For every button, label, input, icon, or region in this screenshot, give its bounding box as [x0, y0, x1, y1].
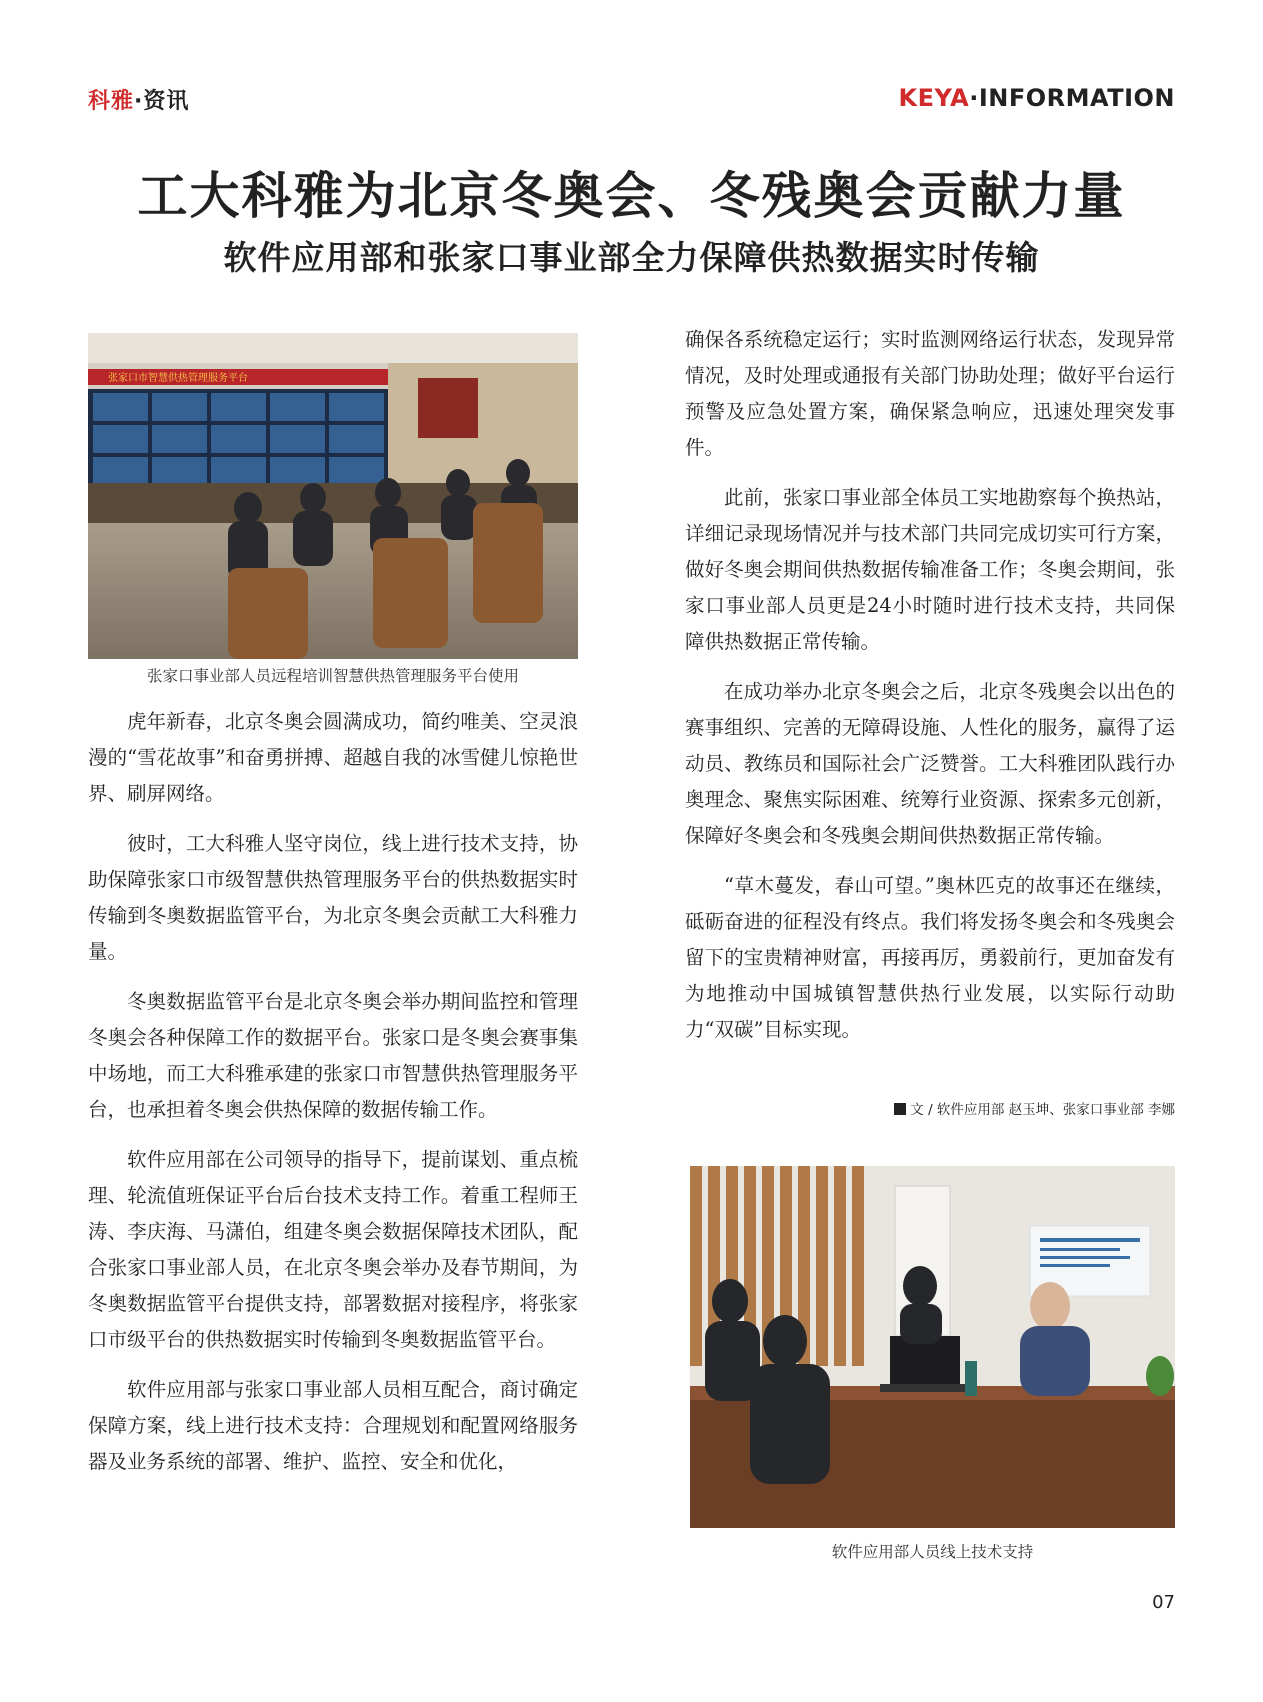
- author-credit: [894, 1098, 1175, 1118]
- photo1-caption: 张家口事业部人员远程培训智慧供热管理服务平台使用: [146, 667, 519, 685]
- article-title: 工大科雅为北京冬奥会、冬残奥会贡献力量: [137, 167, 1126, 225]
- article-subtitle: 软件应用部和张家口事业部全力保障供热数据实时传输: [223, 238, 1040, 277]
- brand-name-en: KEYA: [898, 84, 970, 112]
- control-room-illustration: [88, 333, 578, 659]
- paragraph: “草木蔓发，春山可望。”奥林匹克的故事还在继续，砥砺奋进的征程没有终点。我们将发扬冬奥会和冬残奥会留下的宝贵精神财富，再接再厉，勇毅前行，更加奋发有为地推动中国城镇智慧供热行业发展，以实际行动助力“双碳”目标实现。: [685, 874, 1175, 1041]
- banner-text: 张家口市智慧供热管理服务平台: [108, 373, 248, 384]
- paragraph: 冬奥数据监管平台是北京冬奥会举办期间监控和管理冬奥会各种保障工作的数据平台。张家口是冬奥会赛事集中场地，而工大科雅承建的张家口市智慧供热管理服务平台，也承担着冬奥会供热保障的数据传输工作。: [88, 990, 578, 1121]
- right-column: [685, 322, 1175, 1062]
- paragraph: 彼时，工大科雅人坚守岗位，线上进行技术支持，协助保障张家口市级智慧供热管理服务平台的供热数据实时传输到冬奥数据监管平台，为北京冬奥会贡献工大科雅力量。: [88, 832, 578, 963]
- paragraph: 此前，张家口事业部全体员工实地勘察每个换热站，详细记录现场情况并与技术部门共同完成切实可行方案，做好冬奥会期间供热数据传输准备工作；冬奥会期间，张家口事业部人员更是24小时随时进行技术支持，共同保障供热数据正常传输。: [685, 486, 1175, 653]
- header-separator: ·: [134, 89, 144, 114]
- section-name-en: INFORMATION: [978, 84, 1175, 112]
- section-name-cn: 资讯: [143, 89, 190, 114]
- paragraph: 软件应用部在公司领导的指导下，提前谋划、重点梳理、轮流值班保证平台后台技术支持工作。着重工程师王涛、李庆海、马潇伯，组建冬奥会数据保障技术团队，配合张家口事业部人员，在北京冬奥会举办及春节期间，为冬奥数据监管平台提供支持，部署数据对接程序，将张家口市级平台的供热数据实时传输到冬奥数据监管平台。: [88, 1148, 578, 1351]
- photo-office-support: [690, 1166, 1175, 1528]
- paragraph: 虎年新春，北京冬奥会圆满成功，简约唯美、空灵浪漫的“雪花故事”和奋勇拼搏、超越自我的冰雪健儿惊艳世界、刷屏网络。: [88, 710, 578, 805]
- office-illustration: [690, 1166, 1175, 1528]
- paragraph: 软件应用部与张家口事业部人员相互配合，商讨确定保障方案，线上进行技术支持：合理规划和配置网络服务器及业务系统的部署、维护、监控、安全和优化，: [88, 1378, 578, 1473]
- paragraph-continuation: 确保各系统稳定运行；实时监测网络运行状态，发现异常情况，及时处理或通报有关部门协助处理；做好平台运行预警及应急处置方案，确保紧急响应，迅速处理突发事件。: [685, 328, 1175, 459]
- section-label-en: [899, 84, 1175, 112]
- header-separator-en: ·: [969, 84, 979, 112]
- left-column: [88, 704, 578, 1494]
- page-number: 07: [1152, 1592, 1175, 1613]
- brand-name-cn: 科雅: [88, 89, 135, 114]
- author-text: 文 / 软件应用部 赵玉坤、张家口事业部 李娜: [910, 1102, 1175, 1118]
- section-label: [88, 84, 189, 115]
- photo2-caption: 软件应用部人员线上技术支持: [831, 1543, 1034, 1561]
- square-bullet-icon: [894, 1103, 906, 1115]
- photo-control-room: [88, 333, 578, 659]
- paragraph: 在成功举办北京冬奥会之后，北京冬残奥会以出色的赛事组织、完善的无障碍设施、人性化的服务，赢得了运动员、教练员和国际社会广泛赞誉。工大科雅团队践行办奥理念、聚焦实际困难、统筹行业资源、探索多元创新，保障好冬奥会和冬残奥会期间供热数据正常传输。: [685, 680, 1175, 847]
